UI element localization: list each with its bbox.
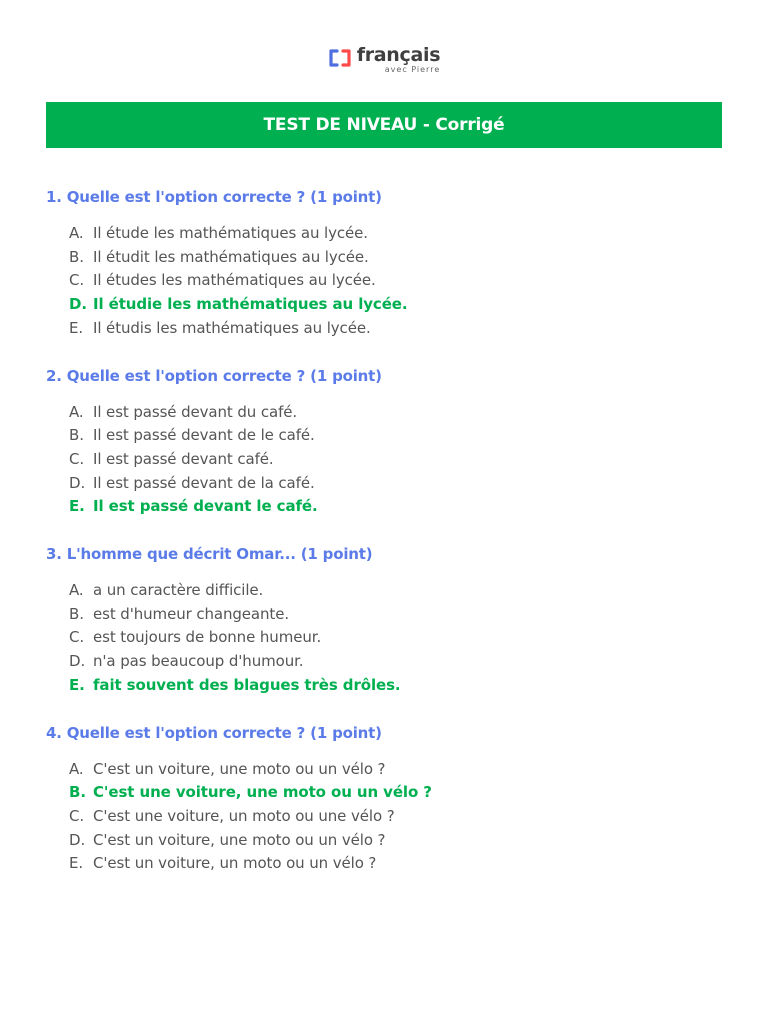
option-letter: B.	[69, 426, 84, 445]
answer-option	[69, 852, 722, 876]
answer-option	[69, 401, 722, 425]
option-list	[46, 758, 722, 877]
option-text: Il étudit les mathématiques au lycée.	[93, 247, 369, 266]
option-letter: E.	[69, 318, 84, 337]
option-text: C'est un voiture, une moto ou un vélo ?	[93, 759, 386, 778]
question-block	[46, 186, 722, 341]
option-text: fait souvent des blagues très drôles.	[93, 675, 401, 694]
page-title: TEST DE NIVEAU - Corrigé	[263, 115, 505, 135]
option-letter: E.	[69, 675, 85, 694]
option-letter: E.	[69, 854, 84, 873]
option-letter: C.	[69, 449, 85, 468]
question-block	[46, 365, 722, 520]
answer-option	[69, 758, 722, 782]
option-text: Il est passé devant le café.	[93, 497, 318, 516]
answer-option	[69, 269, 722, 293]
option-letter: D.	[69, 652, 86, 671]
speech-bracket-icon	[328, 49, 352, 67]
option-letter: A.	[69, 759, 84, 778]
option-letter: D.	[69, 473, 86, 492]
option-text: n'a pas beaucoup d'humour.	[93, 652, 304, 671]
answer-option	[69, 317, 722, 341]
option-text: C'est un voiture, un moto ou un vélo ?	[93, 854, 377, 873]
option-text: Il est passé devant de le café.	[93, 426, 315, 445]
option-text: C'est une voiture, un moto ou une vélo ?	[93, 806, 395, 825]
answer-option	[69, 579, 722, 603]
answer-option	[69, 626, 722, 650]
answer-option	[69, 805, 722, 829]
option-letter: B.	[69, 604, 84, 623]
option-letter: C.	[69, 806, 85, 825]
brand-tagline: avec Pierre	[384, 65, 441, 74]
option-letter: D.	[69, 830, 86, 849]
option-list	[46, 401, 722, 520]
title-banner	[46, 102, 722, 148]
option-text: Il études les mathématiques au lycée.	[93, 271, 376, 290]
option-text: Il est passé devant café.	[93, 449, 274, 468]
option-letter: B.	[69, 247, 84, 266]
answer-option	[69, 424, 722, 448]
option-text: C'est un voiture, une moto ou un vélo ?	[93, 830, 386, 849]
option-text: Il étudis les mathématiques au lycée.	[93, 318, 371, 337]
question-title: 2. Quelle est l'option correcte ? (1 point)	[46, 366, 382, 385]
answer-option	[69, 448, 722, 472]
question-list	[46, 186, 722, 900]
option-text: Il est passé devant du café.	[93, 402, 298, 421]
option-text: est toujours de bonne humeur.	[93, 628, 322, 647]
option-text: est d'humeur changeante.	[93, 604, 290, 623]
option-text: Il étudie les mathématiques au lycée.	[93, 295, 408, 314]
option-list	[46, 579, 722, 698]
option-letter: C.	[69, 628, 85, 647]
answer-option	[69, 472, 722, 496]
answer-option-correct	[69, 293, 722, 317]
question-title: 1. Quelle est l'option correcte ? (1 point)	[46, 188, 382, 206]
answer-option	[69, 222, 722, 246]
question-block	[46, 722, 722, 877]
option-letter: D.	[69, 295, 87, 314]
option-letter: A.	[69, 581, 84, 600]
option-text: Il étude les mathématiques au lycée.	[93, 224, 368, 242]
option-letter: B.	[69, 783, 86, 802]
option-text: C'est une voiture, une moto ou un vélo ?	[93, 783, 432, 802]
option-text: Il est passé devant de la café.	[93, 473, 315, 492]
question-title: 4. Quelle est l'option correcte ? (1 point)	[46, 723, 382, 742]
option-text: a un caractère difficile.	[93, 581, 264, 600]
option-list	[46, 222, 722, 341]
answer-option	[69, 603, 722, 627]
answer-option	[69, 246, 722, 270]
option-letter: A.	[69, 224, 84, 242]
brand-logo	[0, 44, 768, 74]
question-block	[46, 543, 722, 698]
answer-option	[69, 650, 722, 674]
option-letter: C.	[69, 271, 85, 290]
answer-option-correct	[69, 495, 722, 519]
answer-option-correct	[69, 781, 722, 805]
brand-logo-inner	[328, 44, 441, 74]
answer-option-correct	[69, 674, 722, 698]
answer-option	[69, 829, 722, 853]
brand-name: français	[356, 44, 441, 66]
option-letter: E.	[69, 497, 85, 516]
option-letter: A.	[69, 402, 84, 421]
brand-text	[357, 44, 441, 74]
question-title: 3. L'homme que décrit Omar... (1 point)	[46, 545, 373, 564]
